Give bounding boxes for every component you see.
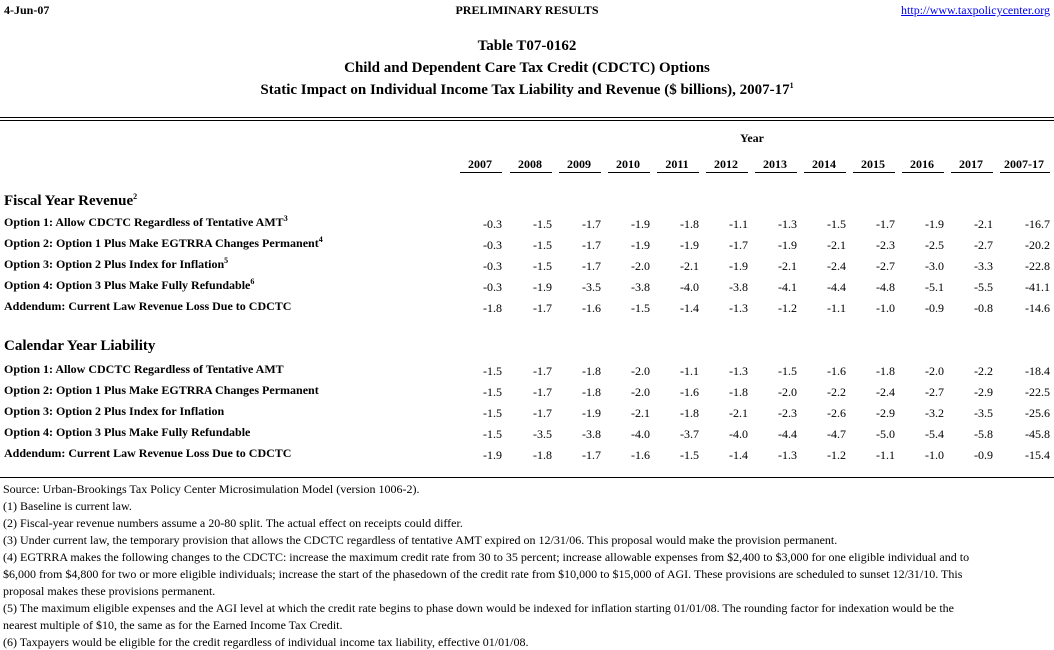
table-cell: -1.2: [778, 301, 797, 315]
table-cell: -3.5: [974, 406, 993, 420]
table-cell: -1.7: [582, 238, 601, 252]
row-label-text: Addendum: Current Law Revenue Loss Due to CDCTC: [4, 299, 292, 313]
table-cell: -3.8: [729, 280, 748, 294]
footnote-line: (2) Fiscal-year revenue numbers assume a 20-80 split. The actual effect on receipts could differ.: [3, 516, 463, 530]
table-cell: -2.3: [778, 406, 797, 420]
row-label: [4, 236, 323, 251]
table-cell: -1.5: [631, 301, 650, 315]
table-cell: -45.8: [1025, 427, 1050, 441]
table-cell: -2.0: [631, 259, 650, 273]
table-cell: -1.1: [729, 217, 748, 231]
table-cell: -1.7: [533, 364, 552, 378]
table-cell: -3.5: [533, 427, 552, 441]
row-label-text: Option 1: Allow CDCTC Regardless of Tentative AMT: [4, 215, 284, 229]
table-subtitle-text: Static Impact on Individual Income Tax Liability and Revenue ($ billions), 2007-17: [260, 82, 790, 98]
row-footnote: 6: [250, 277, 255, 286]
table-cell: -2.0: [631, 385, 650, 399]
table-cell: -0.9: [974, 448, 993, 462]
table-cell: -1.9: [631, 217, 650, 231]
footnote-line: (4) EGTRRA makes the following changes to the CDCTC: increase the maximum credit rate from 30 to 35 percent; increase allowable expenses from $2,400 to $3,000 for one eligible individual and to: [3, 550, 970, 564]
row-label-text: Addendum: Current Law Revenue Loss Due to CDCTC: [4, 446, 292, 460]
table-cell: -1.8: [582, 364, 601, 378]
table-cell: -1.9: [631, 238, 650, 252]
footnote-line: nearest multiple of $10, the same as for the Earned Income Tax Credit.: [3, 618, 343, 632]
table-cell: -0.3: [483, 217, 502, 231]
table-cell: -1.8: [876, 364, 895, 378]
table-cell: -1.3: [778, 448, 797, 462]
footnote-line: (1) Baseline is current law.: [3, 499, 132, 513]
section-title: [4, 193, 137, 210]
table-cell: -1.3: [729, 301, 748, 315]
table-cell: -2.7: [925, 385, 944, 399]
column-header: 2011: [665, 157, 689, 171]
table-cell: -22.5: [1025, 385, 1050, 399]
table-cell: -1.1: [827, 301, 846, 315]
table-cell: -4.7: [827, 427, 846, 441]
table-cell: -1.5: [778, 364, 797, 378]
table-cell: -1.7: [582, 259, 601, 273]
table-cell: -1.0: [925, 448, 944, 462]
row-label: [4, 425, 250, 440]
table-cell: -18.4: [1025, 364, 1050, 378]
table-cell: -1.9: [483, 448, 502, 462]
table-cell: -25.6: [1025, 406, 1050, 420]
table-cell: -1.7: [582, 448, 601, 462]
year-header: Year: [740, 131, 764, 145]
table-cell: -2.2: [974, 364, 993, 378]
table-cell: -2.3: [876, 238, 895, 252]
table-cell: -1.8: [533, 448, 552, 462]
table-cell: -1.9: [729, 259, 748, 273]
table-cell: -1.7: [533, 406, 552, 420]
row-footnote: 3: [283, 214, 288, 223]
table-cell: -2.1: [631, 406, 650, 420]
footnote-line: (3) Under current law, the temporary provision that allows the CDCTC regardless of tentative AMT expired on 12/31/06. This proposal would make the provision permanent.: [3, 533, 838, 547]
column-header: 2013: [763, 157, 787, 171]
table-cell: -1.5: [533, 238, 552, 252]
table-cell: -16.7: [1025, 217, 1050, 231]
table-cell: -5.0: [876, 427, 895, 441]
row-footnote: 4: [318, 235, 323, 244]
table-cell: -1.5: [533, 217, 552, 231]
column-header-underline: [1000, 172, 1050, 173]
table-cell: -1.4: [729, 448, 748, 462]
column-header: 2016: [910, 157, 934, 171]
table-cell: -1.5: [483, 385, 502, 399]
row-label-text: Option 2: Option 1 Plus Make EGTRRA Changes Permanent: [4, 383, 319, 397]
column-header-underline: [510, 172, 552, 173]
table-cell: -4.1: [778, 280, 797, 294]
table-cell: -1.6: [582, 301, 601, 315]
table-cell: -2.9: [974, 385, 993, 399]
table-cell: -1.6: [631, 448, 650, 462]
table-cell: -0.3: [483, 259, 502, 273]
table-subtitle: [0, 82, 1054, 99]
table-cell: -2.5: [925, 238, 944, 252]
table-cell: -20.2: [1025, 238, 1050, 252]
row-label-text: Option 1: Allow CDCTC Regardless of Tentative AMT: [4, 362, 284, 376]
table-cell: -1.5: [483, 406, 502, 420]
column-header-underline: [460, 172, 502, 173]
column-header: 2007: [468, 157, 492, 171]
bottom-rule: [0, 477, 1054, 478]
table-cell: -2.6: [827, 406, 846, 420]
row-label: [4, 446, 291, 461]
table-cell: -4.0: [680, 280, 699, 294]
table-cell: -5.5: [974, 280, 993, 294]
table-title: Child and Dependent Care Tax Credit (CDCTC) Options: [344, 60, 710, 76]
table-cell: -1.5: [680, 448, 699, 462]
footnote-line: (5) The maximum eligible expenses and the AGI level at which the credit rate begins to phase down would be indexed for inflation starting 01/01/08. The rounding factor for indexation would be the: [3, 601, 954, 615]
column-header-underline: [657, 172, 699, 173]
table-cell: -1.9: [925, 217, 944, 231]
table-cell: -2.7: [974, 238, 993, 252]
table-cell: -4.0: [631, 427, 650, 441]
column-header-underline: [559, 172, 601, 173]
table-cell: -3.5: [582, 280, 601, 294]
table-cell: -3.0: [925, 259, 944, 273]
table-cell: -0.9: [925, 301, 944, 315]
row-label: [4, 362, 284, 377]
top-rule: [0, 117, 1054, 118]
table-cell: -4.4: [778, 427, 797, 441]
column-header-underline: [902, 172, 944, 173]
row-label-text: Option 3: Option 2 Plus Index for Inflation: [4, 257, 225, 271]
row-label: [4, 278, 254, 293]
table-cell: -2.4: [876, 385, 895, 399]
row-footnote: 5: [224, 256, 229, 265]
column-header: 2010: [616, 157, 640, 171]
column-header-underline: [853, 172, 895, 173]
table-cell: -1.7: [876, 217, 895, 231]
table-cell: -1.6: [680, 385, 699, 399]
table-cell: -2.1: [729, 406, 748, 420]
section-title: [4, 338, 155, 355]
table-cell: -3.8: [582, 427, 601, 441]
table-cell: -2.1: [827, 238, 846, 252]
table-cell: -14.6: [1025, 301, 1050, 315]
table-cell: -3.3: [974, 259, 993, 273]
table-cell: -2.1: [680, 259, 699, 273]
table-cell: -1.8: [729, 385, 748, 399]
table-cell: -3.2: [925, 406, 944, 420]
row-label-text: Option 3: Option 2 Plus Index for Inflation: [4, 404, 225, 418]
report-date: 4-Jun-07: [4, 3, 50, 17]
row-label-text: Option 4: Option 3 Plus Make Fully Refundable: [4, 425, 251, 439]
table-cell: -4.4: [827, 280, 846, 294]
table-cell: -1.8: [680, 406, 699, 420]
table-cell: -1.8: [680, 217, 699, 231]
table-cell: -1.7: [729, 238, 748, 252]
column-header: 2009: [567, 157, 591, 171]
table-cell: -2.7: [876, 259, 895, 273]
section-title-text: Fiscal Year Revenue: [4, 193, 134, 209]
table-cell: -1.9: [533, 280, 552, 294]
column-header: 2017: [959, 157, 983, 171]
column-header-underline: [706, 172, 748, 173]
table-cell: -5.1: [925, 280, 944, 294]
table-cell: -3.7: [680, 427, 699, 441]
row-label: [4, 404, 224, 419]
table-cell: -2.0: [925, 364, 944, 378]
table-cell: -1.5: [483, 427, 502, 441]
row-label: [4, 383, 319, 398]
column-header: 2015: [861, 157, 885, 171]
table-cell: -0.3: [483, 280, 502, 294]
table-cell: -41.1: [1025, 280, 1050, 294]
table-cell: -2.0: [631, 364, 650, 378]
section-title-text: Calendar Year Liability: [4, 338, 156, 354]
column-header-underline: [608, 172, 650, 173]
footnote-line: $6,000 from $4,800 for two or more eligible individuals; increase the start of the phasedown of the credit rate from $10,000 to $15,000 of AGI. These provisions are scheduled to sunset 12/31/10. This: [3, 567, 963, 581]
table-cell: -1.6: [827, 364, 846, 378]
report-status: PRELIMINARY RESULTS: [455, 3, 599, 17]
table-cell: -1.7: [533, 385, 552, 399]
table-cell: -4.8: [876, 280, 895, 294]
column-header: 2012: [714, 157, 738, 171]
table-cell: -1.7: [582, 217, 601, 231]
column-header-underline: [804, 172, 846, 173]
table-cell: -1.8: [582, 385, 601, 399]
table-cell: -1.0: [876, 301, 895, 315]
table-cell: -1.9: [582, 406, 601, 420]
table-cell: -0.8: [974, 301, 993, 315]
table-cell: -3.8: [631, 280, 650, 294]
table-cell: -2.0: [778, 385, 797, 399]
column-header: 2008: [518, 157, 542, 171]
table-cell: -2.4: [827, 259, 846, 273]
table-cell: -22.8: [1025, 259, 1050, 273]
table-cell: -1.9: [680, 238, 699, 252]
table-cell: -1.4: [680, 301, 699, 315]
table-cell: -2.2: [827, 385, 846, 399]
section-footnote: 2: [133, 192, 138, 201]
table-cell: -4.0: [729, 427, 748, 441]
table-cell: -1.5: [533, 259, 552, 273]
table-cell: -1.9: [778, 238, 797, 252]
table-cell: -1.8: [483, 301, 502, 315]
column-header-underline: [755, 172, 797, 173]
column-header-underline: [951, 172, 993, 173]
column-header: 2007-17: [1004, 157, 1044, 171]
table-cell: -1.5: [483, 364, 502, 378]
footnote-line: Source: Urban-Brookings Tax Policy Center Microsimulation Model (version 1006-2).: [3, 482, 420, 496]
table-cell: -5.4: [925, 427, 944, 441]
column-header: 2014: [812, 157, 836, 171]
row-label: [4, 299, 291, 314]
row-label: [4, 257, 228, 272]
table-id: Table T07-0162: [477, 38, 577, 54]
subtitle-footnote: 1: [789, 81, 794, 90]
source-link[interactable]: http://www.taxpolicycenter.org: [901, 3, 1050, 17]
table-cell: -1.7: [533, 301, 552, 315]
table-cell: -0.3: [483, 238, 502, 252]
table-cell: -2.1: [778, 259, 797, 273]
footnote-line: (6) Taxpayers would be eligible for the credit regardless of individual income tax liability, effective 01/01/08.: [3, 635, 529, 649]
table-cell: -2.9: [876, 406, 895, 420]
row-label-text: Option 4: Option 3 Plus Make Fully Refundable: [4, 278, 251, 292]
row-label-text: Option 2: Option 1 Plus Make EGTRRA Changes Permanent: [4, 236, 319, 250]
table-cell: -15.4: [1025, 448, 1050, 462]
footnote-line: proposal makes these provisions permanent.: [3, 584, 216, 598]
table-cell: -1.2: [827, 448, 846, 462]
table-cell: -1.1: [876, 448, 895, 462]
table-cell: -1.3: [778, 217, 797, 231]
table-cell: -2.1: [974, 217, 993, 231]
table-cell: -5.8: [974, 427, 993, 441]
table-cell: -1.1: [680, 364, 699, 378]
top-rule-2: [0, 120, 1054, 121]
table-cell: -1.3: [729, 364, 748, 378]
table-cell: -1.5: [827, 217, 846, 231]
row-label: [4, 215, 288, 230]
